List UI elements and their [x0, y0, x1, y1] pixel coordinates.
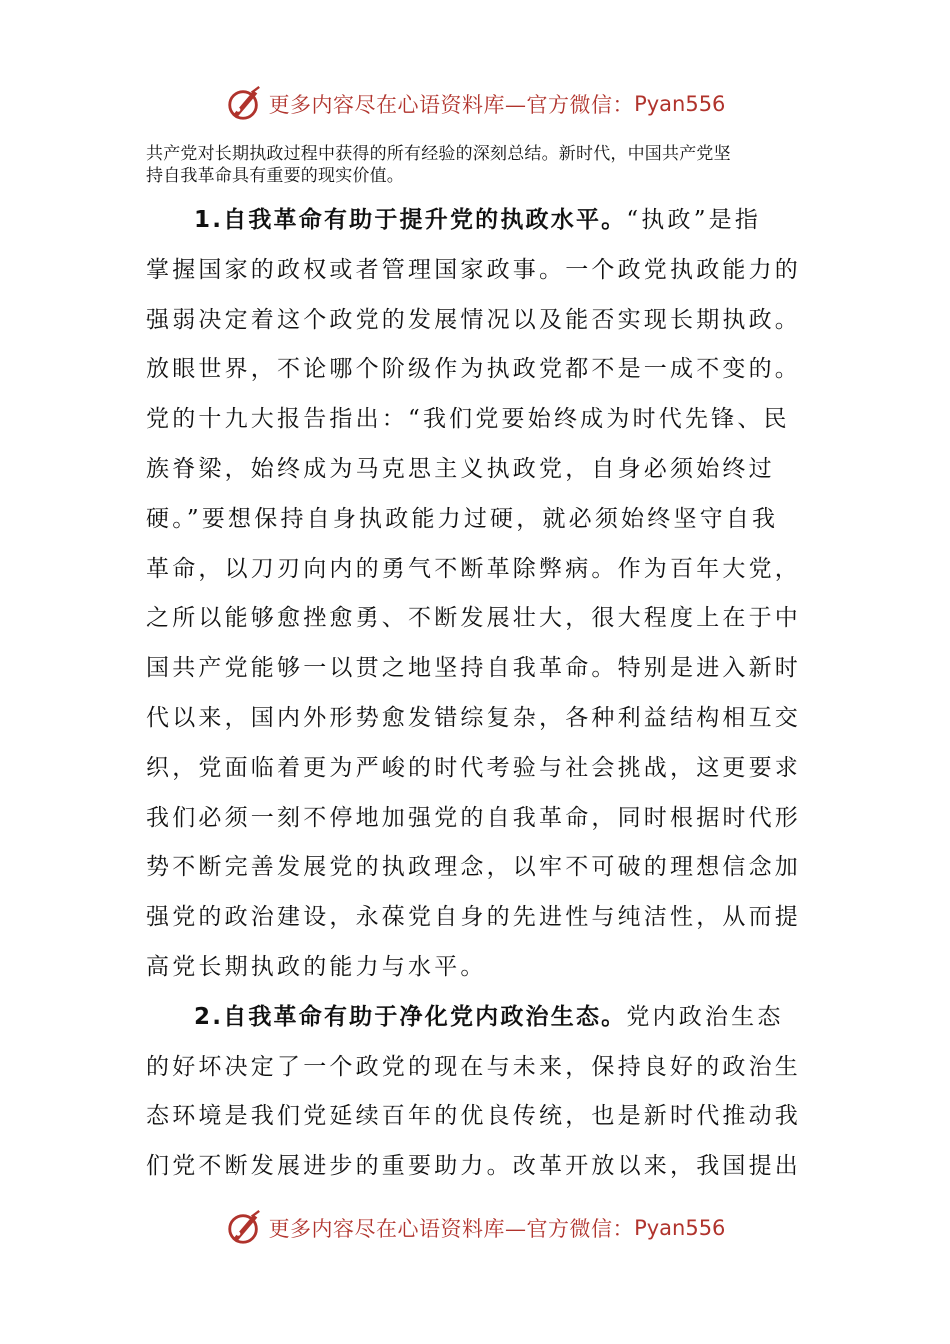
document-body [146, 196, 806, 1192]
section2-first-line [146, 993, 806, 1043]
section1-line: 势不断完善发展党的执政理念，以牢不可破的理想信念加 [146, 854, 801, 881]
section1-line: 强弱决定着这个政党的发展情况以及能否实现长期执政。 [146, 306, 801, 333]
section1-line: 革命，以刀刃向内的勇气不断革除弊病。作为百年大党， [146, 555, 801, 582]
footer-banner-text: 更多内容尽在心语资料库—官方微信： [268, 1217, 635, 1241]
section1-line: 我们必须一刻不停地加强党的自我革命，同时根据时代形 [146, 804, 801, 831]
header-banner-text: 更多内容尽在心语资料库—官方微信： [268, 93, 635, 117]
section1-line: “执政”是指 [626, 207, 762, 233]
section1-line: 放眼世界，不论哪个阶级作为执政党都不是一成不变的。 [146, 356, 801, 383]
section1-line: 代以来，国内外形势愈发错综复杂，各种利益结构相互交 [146, 704, 801, 731]
section1-line: 党的十九大报告指出：“我们党要始终成为时代先锋、民 [146, 406, 790, 433]
pen-circle-logo-icon [225, 85, 263, 123]
pen-circle-logo-icon [225, 1209, 263, 1247]
section2-line: 态环境是我们党延续百年的优良传统，也是新时代推动我 [146, 1103, 801, 1130]
section1-line: 掌握国家的政权或者管理国家政事。一个政党执政能力的 [146, 256, 801, 283]
section2-line: 党内政治生态 [626, 1003, 784, 1030]
footer-banner-wechat-id: Pyan556 [634, 1216, 726, 1240]
header-banner [0, 82, 950, 126]
section2-heading: 2.自我革命有助于净化党内政治生态。 [194, 1003, 627, 1030]
section1-line: 硬。”要想保持自身执政能力过硬，就必须始终坚守自我 [146, 505, 779, 532]
footer-banner [0, 1206, 950, 1250]
section1-line: 织，党面临着更为严峻的时代考验与社会挑战，这更要求 [146, 754, 801, 781]
section1-heading: 1.自我革命有助于提升党的执政水平。 [194, 207, 627, 233]
section1-line: 国共产党能够一以贯之地坚持自我革命。特别是进入新时 [146, 655, 801, 682]
section2-line: 们党不断发展进步的重要助力。改革开放以来，我国提出 [146, 1153, 801, 1180]
section1-line: 强党的政治建设，永葆党自身的先进性与纯洁性，从而提 [146, 904, 801, 931]
header-banner-wechat-id: Pyan556 [634, 92, 726, 116]
intro-paragraph [146, 143, 806, 187]
intro-line: 持自我革命具有重要的现实价值。 [146, 166, 404, 186]
section1-line: 高党长期执政的能力与水平。 [146, 953, 487, 980]
intro-line: 共产党对长期执政过程中获得的所有经验的深刻总结。新时代，中国共产党坚 [146, 144, 731, 164]
section1-first-line [146, 196, 806, 246]
section1-line: 族脊梁，始终成为马克思主义执政党，自身必须始终过 [146, 455, 775, 482]
section2-line: 的好坏决定了一个政党的现在与未来，保持良好的政治生 [146, 1053, 801, 1080]
section1-line: 之所以能够愈挫愈勇、不断发展壮大，很大程度上在于中 [146, 605, 801, 632]
